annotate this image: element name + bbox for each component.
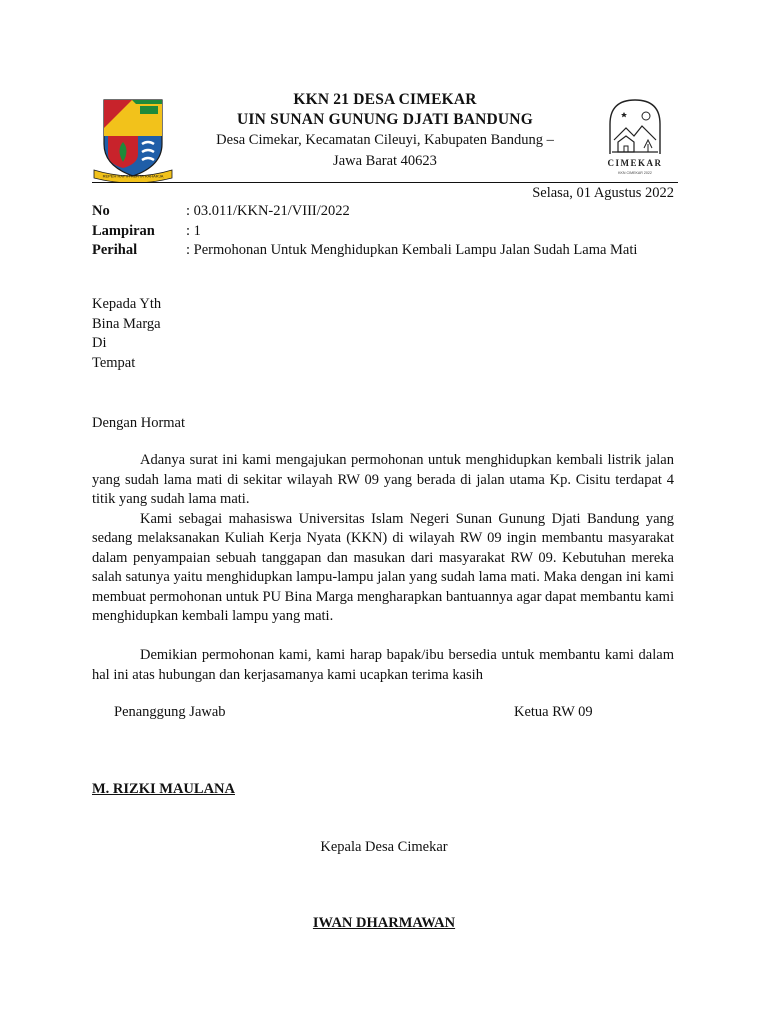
letterhead-line-2: UIN SUNAN GUNUNG DJATI BANDUNG — [237, 111, 533, 128]
letterhead-text — [178, 90, 592, 172]
body-paragraph-3: Demikian permohonan kami, kami harap bapak/ibu bersedia untuk membantu kami dalam hal ini atas hubungan dan kerjasamanya kami ucapkan terima kasih — [92, 647, 674, 683]
letter-meta — [92, 202, 637, 261]
signature-right-title: Ketua RW 09 — [514, 704, 593, 720]
address-line: Tempat — [92, 354, 136, 371]
address-line: Bina Marga — [92, 315, 161, 332]
cimekar-logo-text: CIMEKAR — [607, 158, 663, 168]
body-paragraph-1: Adanya surat ini kami mengajukan permohonan untuk menghidupkan kembali listrik jalan yang sudah lama mati di sekitar wilayah RW 09 yang berada di jalan utama Kp. Cisitu terdapat 4 titik yang sudah lama mati. — [92, 452, 674, 507]
cimekar-logo-subtext: KKN CIMEKAR 2022 — [618, 171, 652, 175]
address-line: Di — [92, 335, 107, 351]
address-line: Kepada Yth — [92, 296, 162, 312]
meta-row-attachment — [92, 222, 637, 242]
kabupaten-bandung-emblem-icon — [92, 92, 174, 182]
signature-left-title: Penanggung Jawab — [114, 704, 226, 720]
meta-value: : 1 — [186, 222, 201, 239]
meta-key: Perihal — [92, 242, 138, 258]
signature-left-name: M. RIZKI MAULANA — [92, 781, 235, 797]
body-paragraph-2: Kami sebagai mahasiswa Universitas Islam Negeri Sunan Gunung Djati Bandung yang sedang melaksanakan Kuliah Kerja Nyata (KKN) di wilayah RW 09 ingin membantu masyarakat dalam penyampaian sebuah tanggapan dan masukan dari masyarakat RW 09. Kebutuhan mereka salah satunya yaitu menghidupkan lampu-lampu jalan yang sudah lama mati. Maka dengan ini kami membuat permohonan untuk PU Bina Marga mengharapkan bantuannya agar dapat membantu kami menghidupkan kembali lampu yang mati. — [92, 510, 674, 624]
letterhead-line-1: KKN 21 DESA CIMEKAR — [293, 91, 477, 108]
letterhead-line-3: Desa Cimekar, Kecamatan Cileuyi, Kabupaten Bandung – — [216, 132, 554, 148]
village-head-name: IWAN DHARMAWAN — [312, 915, 456, 931]
recipient-address — [92, 295, 674, 373]
meta-value: : 03.011/KKN-21/VIII/2022 — [186, 203, 350, 219]
emblem-motto: REPEH RAPIH KERTA RAHARJA — [102, 173, 164, 179]
meta-row-number — [92, 202, 637, 222]
meta-key: No — [92, 203, 110, 219]
village-head-title: Kepala Desa Cimekar — [320, 839, 448, 855]
letterhead-line-4: Jawa Barat 40623 — [333, 153, 437, 169]
meta-value: : Permohonan Untuk Menghidupkan Kembali Lampu Jalan Sudah Lama Mati — [186, 242, 638, 258]
meta-row-subject — [92, 241, 637, 261]
letter-date: Selasa, 01 Agustus 2022 — [532, 185, 674, 201]
cimekar-logo-icon — [596, 90, 674, 180]
letterhead — [88, 86, 678, 186]
meta-key: Lampiran — [92, 222, 155, 239]
letter-body — [92, 451, 674, 627]
greeting: Dengan Hormat — [92, 415, 186, 431]
village-head-signature — [0, 913, 768, 933]
closing-paragraph-wrap — [92, 646, 674, 685]
